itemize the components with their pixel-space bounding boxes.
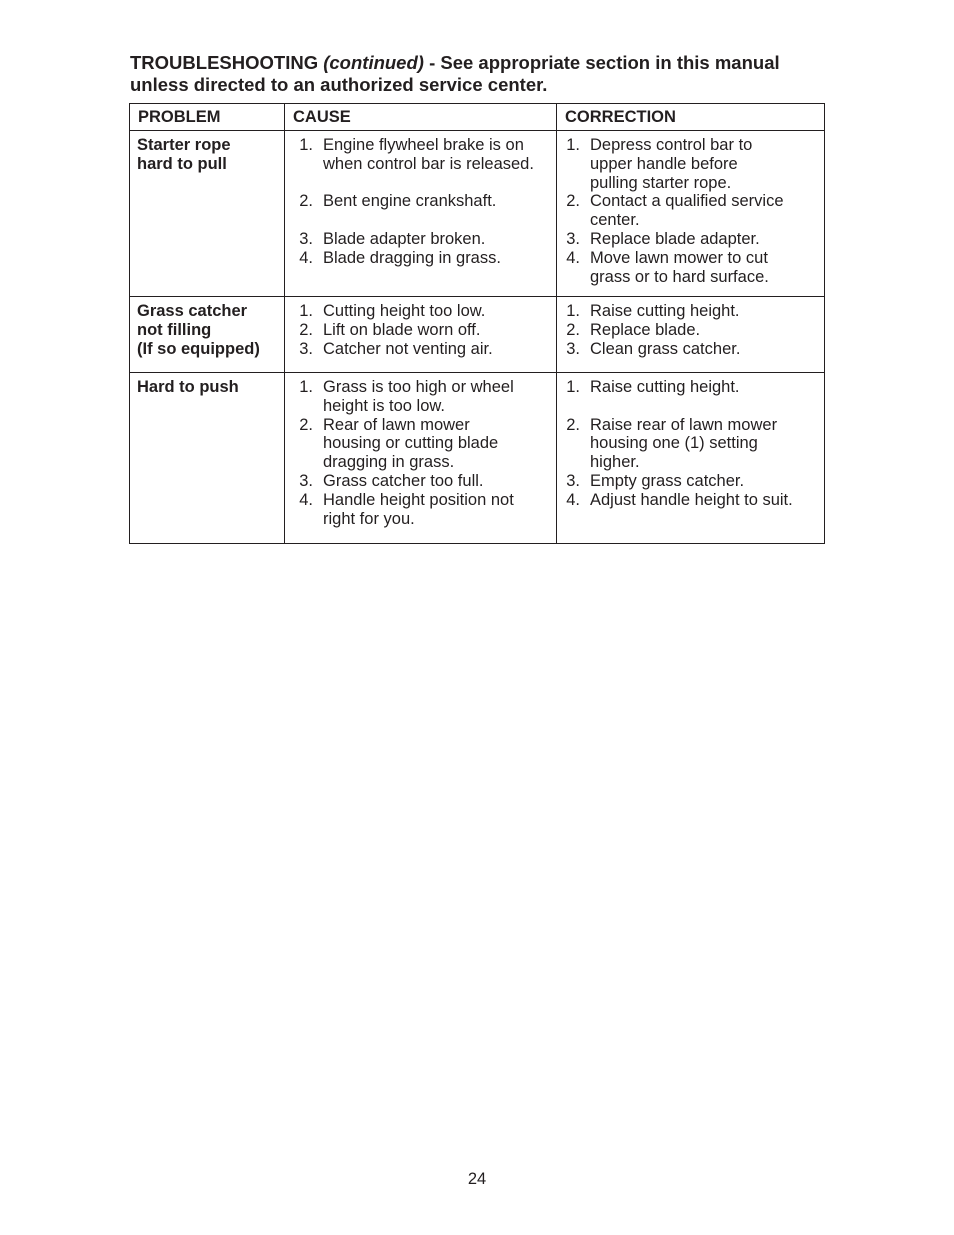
list-item (285, 302, 556, 321)
spacer (285, 211, 556, 230)
list-item (557, 249, 824, 287)
item-number: 4. (566, 490, 580, 509)
cause-cell (285, 297, 557, 373)
item-number: 1. (566, 378, 580, 396)
item-number: 3. (566, 339, 580, 358)
list-item (557, 472, 824, 491)
spacer (285, 174, 556, 193)
item-number: 1. (566, 136, 580, 154)
item-text: Empty grass catcher. (590, 471, 745, 490)
list-item (285, 340, 556, 359)
problem-cell (130, 373, 285, 544)
problem-line: Hard to push (137, 378, 239, 396)
list-item (557, 491, 824, 510)
page-number: 24 (467, 1170, 487, 1188)
spacer (557, 397, 824, 416)
item-text: Replace blade adapter. (590, 229, 760, 248)
item-number: 1. (299, 302, 313, 320)
item-number: 4. (299, 490, 313, 509)
item-number: 2. (566, 320, 580, 339)
item-number: 2. (566, 415, 580, 434)
heading-continued: (continued) (323, 52, 424, 73)
table-header-row (130, 104, 825, 131)
item-text: Lift on blade worn off. (323, 320, 481, 339)
item-number: 3. (566, 471, 580, 490)
problem-line: Starter rope (137, 136, 231, 154)
item-text: Blade adapter broken. (323, 229, 486, 248)
correction-cell (557, 373, 825, 544)
problem-line: (If so equipped) (137, 339, 260, 358)
item-number: 2. (299, 192, 313, 211)
list-item (285, 491, 556, 529)
heading-title: TROUBLESHOOTING (130, 52, 319, 73)
table-row (130, 131, 825, 297)
item-number: 3. (299, 229, 313, 248)
item-text: Engine flywheel brake is on when control bar is released. (323, 136, 534, 173)
item-text: Adjust handle height to suit. (590, 490, 793, 509)
header-problem: PROBLEM (130, 104, 285, 131)
correction-cell (557, 297, 825, 373)
item-text: Handle height position not right for you. (323, 490, 514, 528)
problem-line: hard to pull (137, 154, 227, 173)
item-text: Raise rear of lawn mower housing one (1) setting higher. (590, 415, 778, 472)
table-row (130, 373, 825, 544)
item-text: Depress control bar to upper handle before pulling starter rope. (590, 136, 753, 192)
item-text: Raise cutting height. (590, 378, 740, 396)
cause-cell (285, 373, 557, 544)
list-item (285, 472, 556, 491)
item-number: 1. (299, 378, 313, 396)
problem-cell (130, 131, 285, 297)
problem-line: not filling (137, 320, 212, 339)
item-number: 2. (299, 320, 313, 339)
item-text: Replace blade. (590, 320, 701, 339)
item-number: 2. (566, 192, 580, 211)
heading-instruction: - See appropriate section in this manual unless directed to an authorized service center. (130, 52, 780, 95)
item-text: Rear of lawn mower housing or cutting blade dragging in grass. (323, 415, 499, 472)
item-number: 2. (299, 415, 313, 434)
section-heading (130, 52, 830, 96)
troubleshooting-table (129, 103, 825, 544)
list-item (557, 416, 824, 472)
item-text: Grass is too high or wheel height is too low. (323, 378, 514, 415)
list-item (557, 321, 824, 340)
item-text: Contact a qualified service center. (590, 192, 784, 230)
table-row (130, 297, 825, 373)
list-item (557, 302, 824, 321)
item-text: Catcher not venting air. (323, 339, 493, 358)
item-number: 4. (566, 248, 580, 267)
item-text: Raise cutting height. (590, 302, 740, 320)
list-item (285, 136, 556, 174)
list-item (557, 136, 824, 192)
item-number: 3. (299, 339, 313, 358)
list-item (557, 192, 824, 230)
list-item (285, 416, 556, 472)
item-text: Grass catcher too full. (323, 471, 484, 490)
header-cause: CAUSE (285, 104, 557, 131)
item-text: Bent engine crankshaft. (323, 192, 497, 211)
problem-line: Grass catcher (137, 302, 248, 320)
item-text: Blade dragging in grass. (323, 248, 501, 267)
item-text: Move lawn mower to cut grass or to hard surface. (590, 248, 769, 286)
list-item (285, 249, 556, 268)
list-item (285, 192, 556, 211)
item-number: 3. (299, 471, 313, 490)
item-text: Clean grass catcher. (590, 339, 741, 358)
item-number: 1. (566, 302, 580, 320)
cause-cell (285, 131, 557, 297)
item-number: 4. (299, 248, 313, 267)
item-number: 3. (566, 229, 580, 248)
problem-cell (130, 297, 285, 373)
list-item (557, 340, 824, 359)
list-item (285, 321, 556, 340)
list-item (285, 230, 556, 249)
item-text: Cutting height too low. (323, 302, 486, 320)
list-item (557, 378, 824, 397)
item-number: 1. (299, 136, 313, 154)
correction-cell (557, 131, 825, 297)
list-item (285, 378, 556, 416)
list-item (557, 230, 824, 249)
header-correction: CORRECTION (557, 104, 825, 131)
